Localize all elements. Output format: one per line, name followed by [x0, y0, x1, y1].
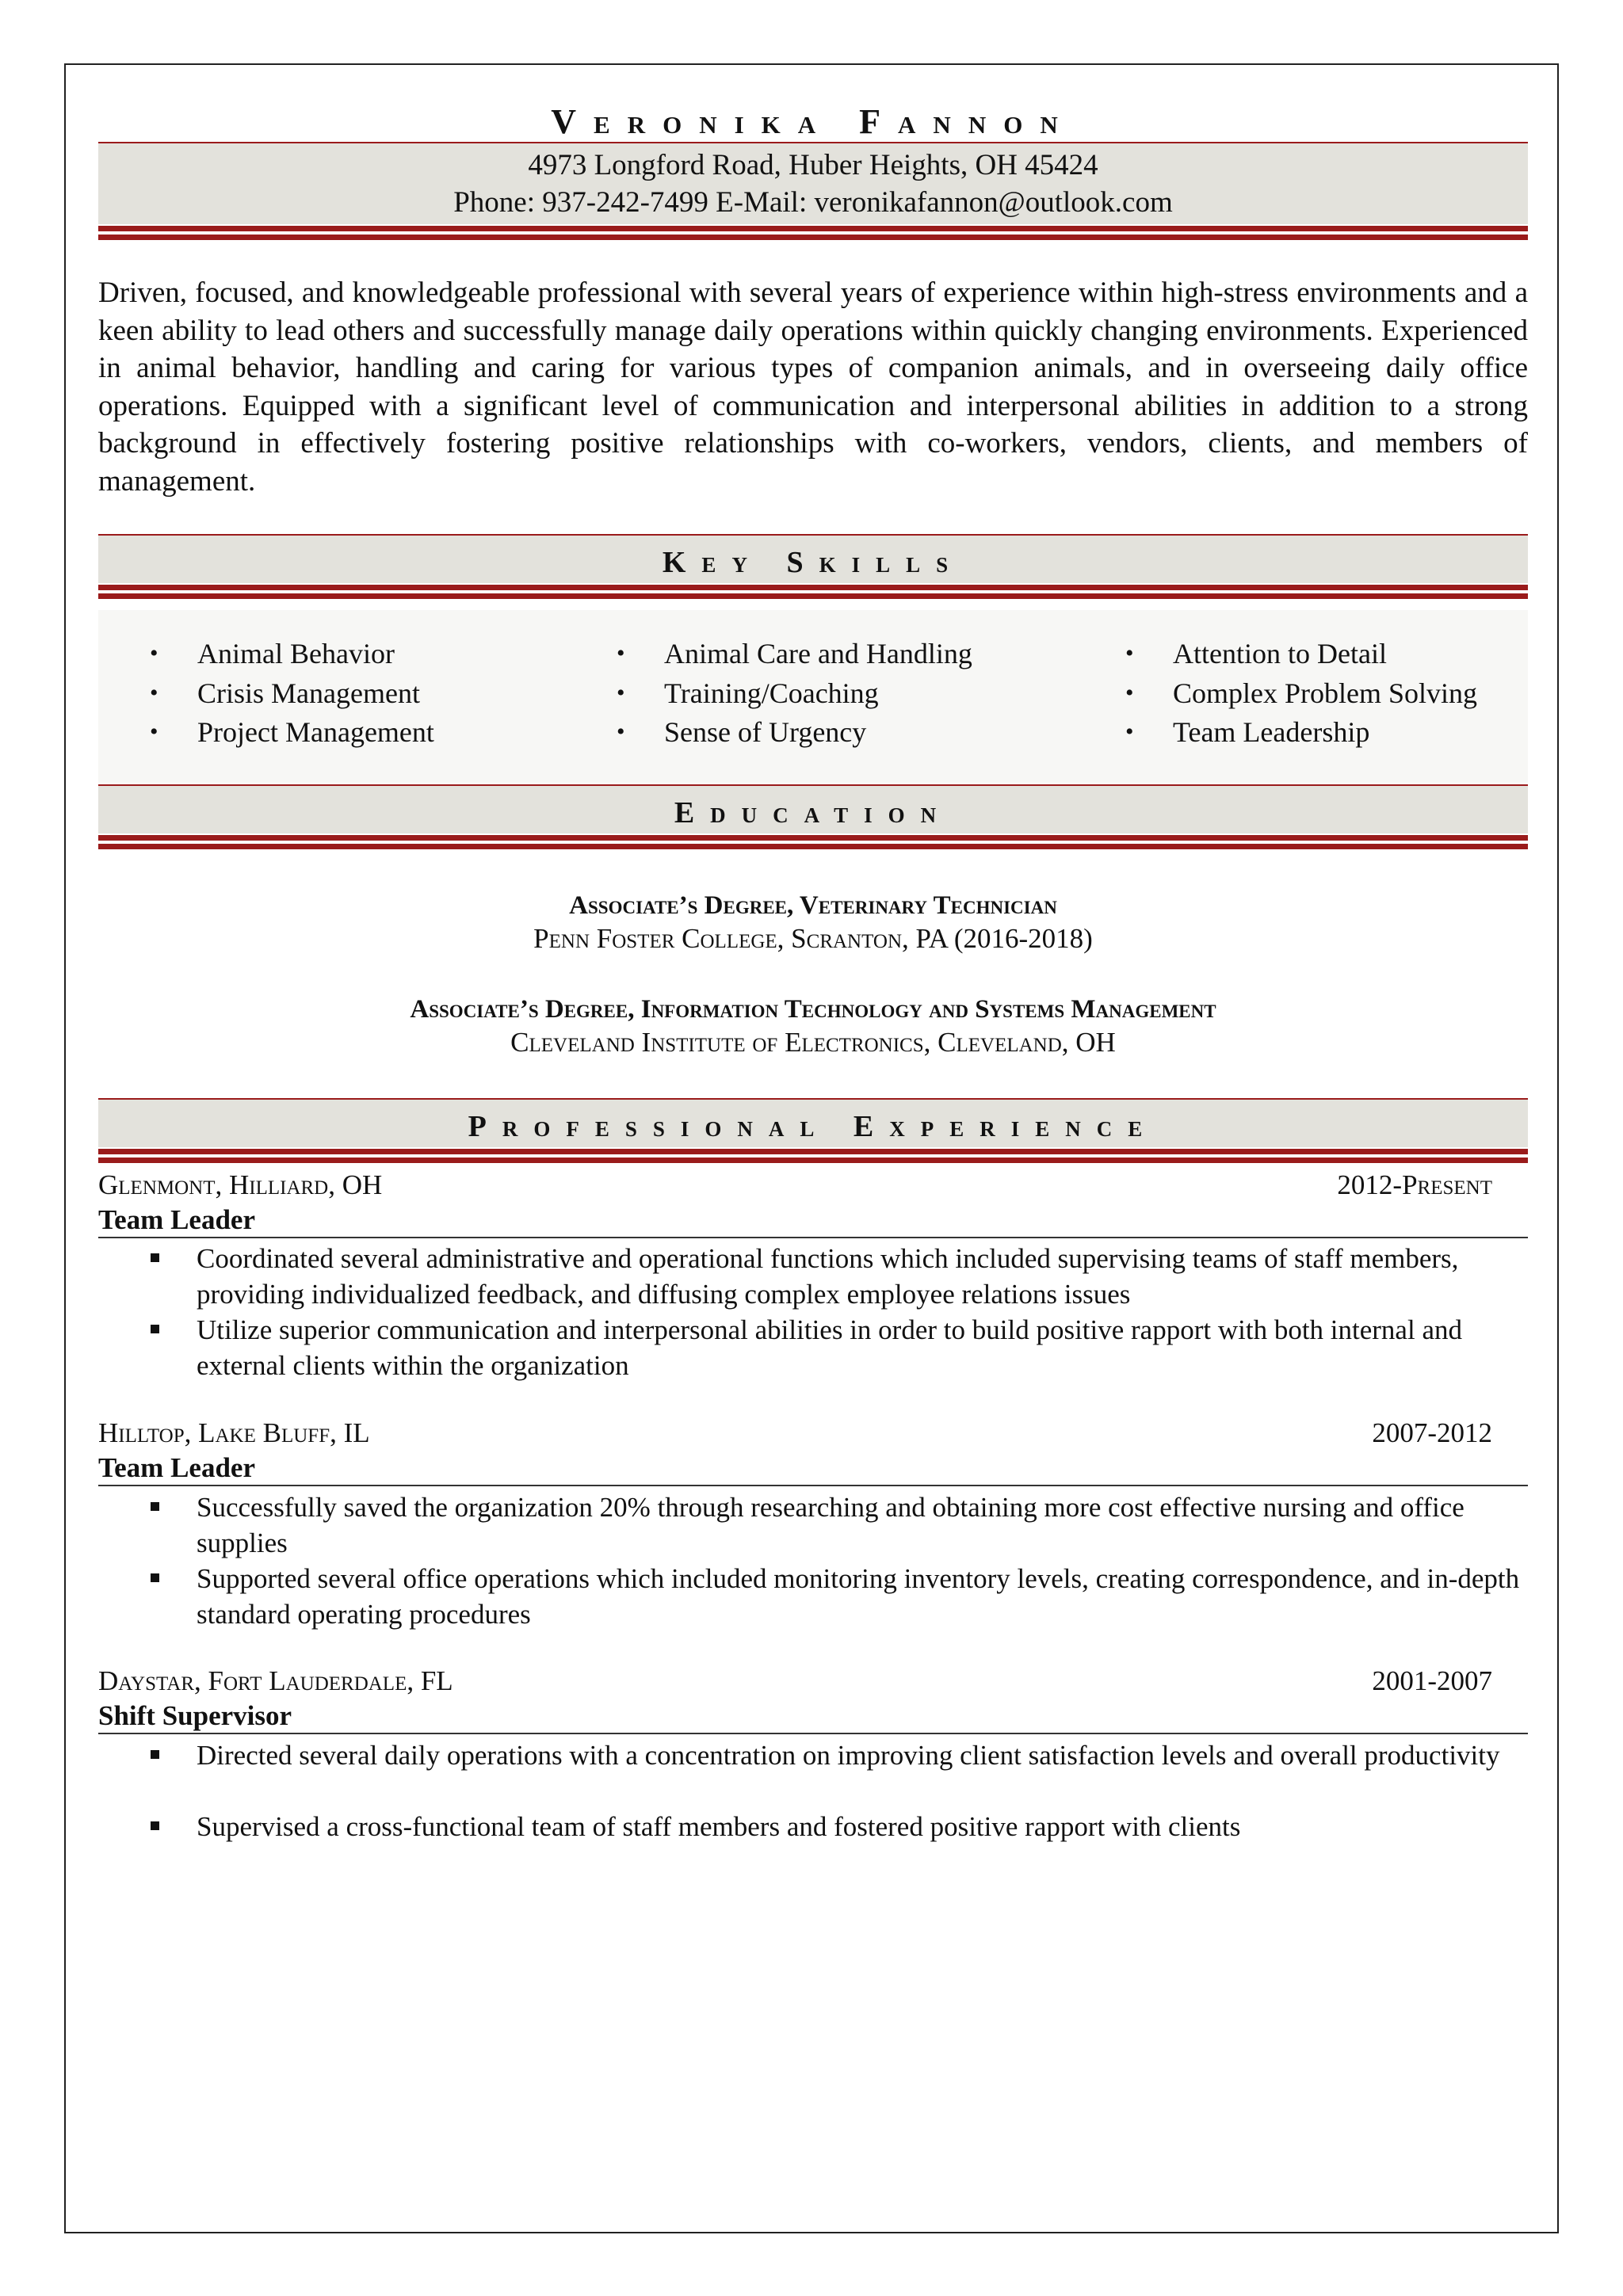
skills-rule-1: [98, 585, 1528, 590]
education-rule-2: [98, 844, 1528, 849]
header-rule-2: [98, 235, 1528, 240]
bullet-dot: •: [617, 680, 625, 706]
job-bullet: Supervised a cross-functional team of staff members and fostered positive rapport with clients: [197, 1809, 1528, 1844]
education-school: Cleveland Institute of Electronics, Cleveland, OH: [510, 1027, 1116, 1058]
skill-item: • Project Management: [197, 714, 434, 750]
square-bullet-icon: [151, 1502, 159, 1511]
square-bullet-icon: [151, 1750, 159, 1759]
job-bullet: Supported several office operations which included monitoring inventory levels, creating correspondence, and in-depth standard operating procedures: [197, 1561, 1528, 1632]
education-rule-1: [98, 835, 1528, 841]
skill-item: • Complex Problem Solving: [1173, 675, 1477, 711]
experience-heading: Professional Experience: [468, 1110, 1159, 1143]
job-bullet: Successfully saved the organization 20% through researching and obtaining more cost effective nursing and office supplies: [197, 1489, 1528, 1561]
job-title: Team Leader: [98, 1204, 255, 1235]
experience-rule-1: [98, 1149, 1528, 1154]
job-company: Hilltop, Lake Bluff, IL: [98, 1417, 370, 1448]
job-company: Daystar, Fort Lauderdale, FL: [98, 1665, 453, 1696]
bullet-dot: •: [1125, 719, 1134, 745]
experience-rule-2: [98, 1158, 1528, 1163]
contact-line: Phone: 937-242-7499 E-Mail: veronikafannon@outlook.com: [453, 186, 1173, 219]
bullet-dot: •: [150, 640, 158, 666]
header-rule-1: [98, 226, 1528, 231]
skill-item: • Sense of Urgency: [664, 714, 866, 750]
education-degree: Associate’s Degree, Information Technology and Systems Management: [410, 995, 1216, 1024]
job-bullet: Coordinated several administrative and operational functions which included supervising teams of staff members, providing individualized feedback, and diffusing complex employee relations issues: [197, 1241, 1528, 1312]
job-dates: 2007-2012: [1372, 1417, 1492, 1448]
professional-summary: Driven, focused, and knowledgeable professional with several years of experience within high-stress environments and a keen ability to lead others and successfully manage daily operations within quickly changing environments. Experienced in animal behavior, handling and caring for various types of companion animals, and in overseeing daily office operations. Equipped with a significant level of communication and interpersonal abilities in addition to a strong background in effectively fostering positive relationships with co-workers, vendors, clients, and members of management.: [98, 277, 1528, 498]
education-heading: Education: [674, 796, 953, 830]
skill-item: • Animal Behavior: [197, 635, 395, 672]
job-bullet: Directed several daily operations with a concentration on improving client satisfaction levels and overall productivity: [197, 1737, 1528, 1773]
job-title: Shift Supervisor: [98, 1700, 292, 1731]
skill-item: • Attention to Detail: [1173, 635, 1387, 672]
bullet-dot: •: [1125, 640, 1134, 666]
square-bullet-icon: [151, 1325, 159, 1333]
job-dates: 2001-2007: [1372, 1665, 1492, 1696]
skill-item: • Training/Coaching: [664, 675, 879, 711]
square-bullet-icon: [151, 1253, 159, 1262]
skills-rule-2: [98, 593, 1528, 599]
job-bullet: Utilize superior communication and interpersonal abilities in order to build positive rapport with both internal and external clients within the organization: [197, 1312, 1528, 1383]
bullet-dot: •: [150, 680, 158, 706]
education-school: Penn Foster College, Scranton, PA (2016-2018): [533, 923, 1093, 954]
bullet-dot: •: [617, 640, 625, 666]
skill-item: • Team Leadership: [1173, 714, 1369, 750]
bullet-dot: •: [150, 719, 158, 745]
job-rule: [98, 1237, 1528, 1238]
job-dates: 2012-Present: [1337, 1169, 1492, 1200]
job-company: Glenmont, Hilliard, OH: [98, 1169, 383, 1200]
skill-item: • Animal Care and Handling: [664, 635, 972, 672]
square-bullet-icon: [151, 1821, 159, 1830]
skills-heading: Key Skills: [662, 546, 964, 579]
skill-item: • Crisis Management: [197, 675, 420, 711]
education-degree: Associate’s Degree, Veterinary Technician: [569, 891, 1057, 920]
job-title: Team Leader: [98, 1452, 255, 1483]
candidate-name: Veronika Fannon: [551, 102, 1075, 141]
square-bullet-icon: [151, 1573, 159, 1582]
job-rule: [98, 1485, 1528, 1486]
bullet-dot: •: [1125, 680, 1134, 706]
address-line: 4973 Longford Road, Huber Heights, OH 45424: [528, 149, 1098, 181]
job-rule: [98, 1733, 1528, 1734]
bullet-dot: •: [617, 719, 625, 745]
